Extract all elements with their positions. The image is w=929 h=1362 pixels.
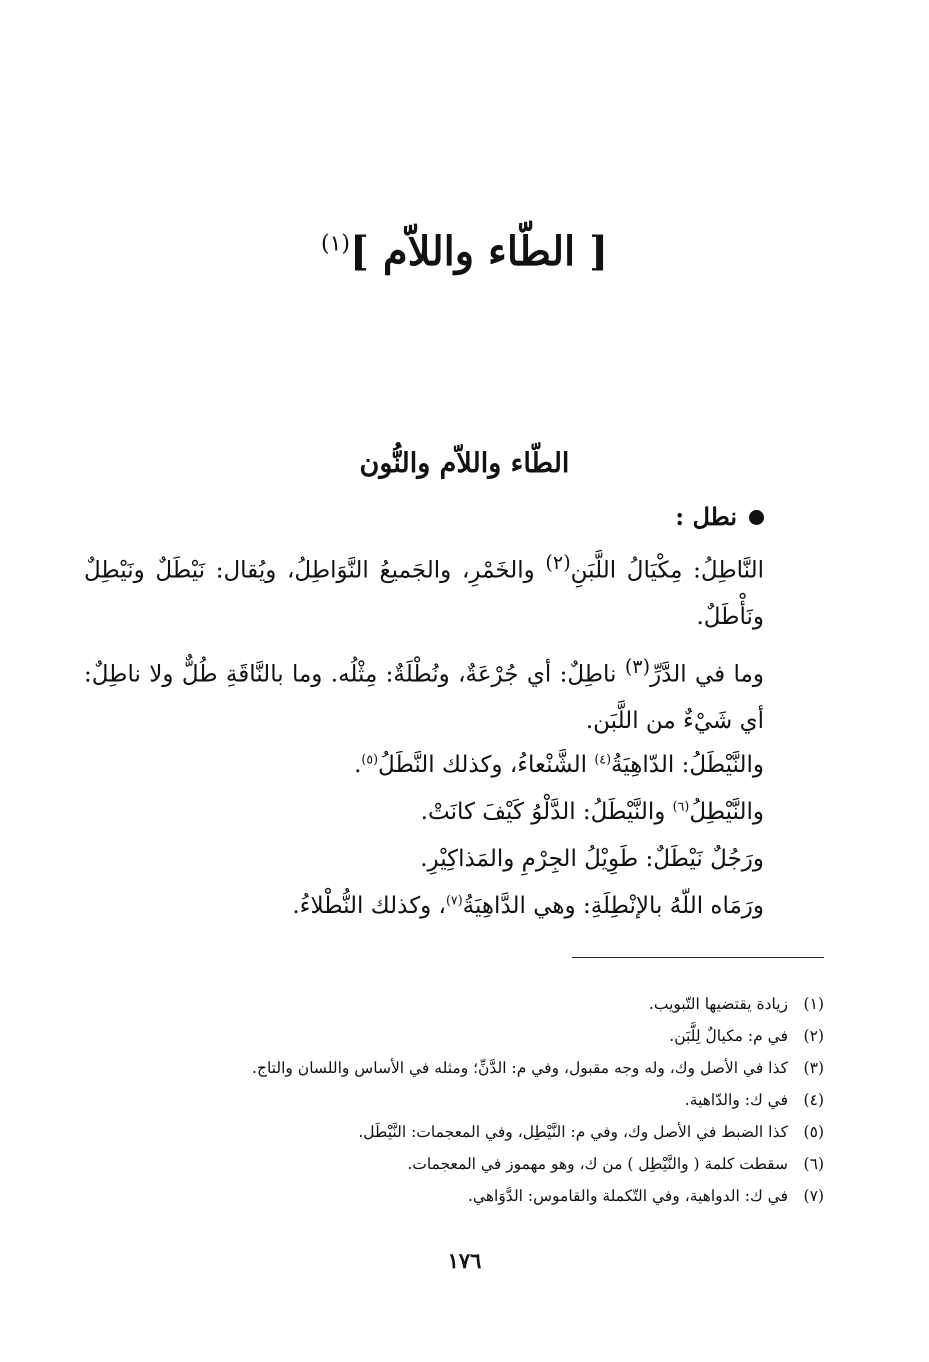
chapter-title-text: [ الطّاء واللاّم ] <box>350 228 608 275</box>
para1-text-b: والخَمْرِ، والجَميعُ النَّوَاطِلُ، ويُقال: نَيْطَلٌ ونَيْطِلٌ ونَأْطَلٌ. <box>84 557 764 630</box>
definition-line-4 <box>84 883 764 930</box>
footnote-divider <box>572 957 824 958</box>
footnote-ref-5: (٥) <box>361 751 379 767</box>
footnote-text: في م: مكيالٌ لِلَّبَن. <box>669 1027 788 1045</box>
para1-text-a: النَّاطِلُ: مِكْيَالُ اللَّبَنِ <box>570 557 764 584</box>
footnote-2 <box>104 1020 824 1052</box>
paragraph-2 <box>84 644 764 744</box>
footnote-text: كذا في الأصل وك، وله وجه مقبول، وفي م: الدَّنِّ؛ ومثله في الأساس واللسان والتاج. <box>252 1059 788 1077</box>
footnote-ref-4: (٤) <box>594 751 611 767</box>
line1-text-c: . <box>354 752 362 778</box>
footnote-text: في ك: والدّاهية. <box>684 1091 788 1109</box>
footnote-ref-2: (٢) <box>545 551 571 574</box>
page-number: ١٧٦ <box>447 1248 482 1273</box>
footnote-number: (٣) <box>803 1059 824 1077</box>
footnote-number: (٦) <box>803 1155 824 1173</box>
footnote-text: كذا الضبط في الأصل وك، وفي م: النَّيْطِل، وفي المعجمات: النَّيْطَل. <box>358 1123 788 1141</box>
footnote-number: (١) <box>803 995 824 1013</box>
footnote-1 <box>104 988 824 1020</box>
definition-line-3: ورَجُلٌ نَيْطَلٌ: طَوِيْلُ الجِرْمِ والمَذاكِيْرِ. <box>420 846 764 872</box>
footnotes <box>104 988 824 1212</box>
chapter-title <box>0 222 929 282</box>
para2-text-a: وما في الدَّرِّ <box>650 661 764 688</box>
footnote-number: (٢) <box>803 1027 824 1045</box>
footnote-ref-3: (٣) <box>624 655 651 678</box>
line1-text-a: والنَّيْطَلُ: الدّاهِيَةُ <box>611 752 764 778</box>
line1-text-b: الشَّنْعاءُ، وكذلك النَّطَلُ <box>378 752 595 778</box>
paragraph-1 <box>84 540 764 640</box>
definition-line-2 <box>84 789 764 836</box>
line2-text-b: والنَّيْطَلُ: الدَّلْوُ كَيْفَ كانَتْ. <box>420 799 673 825</box>
line4-text-a: ورَمَاه اللّهُ بالإنْطِلَةِ: وهي الدَّاهِيَةُ <box>462 893 764 919</box>
footnote-text: في ك: الدواهية، وفي التّكملة والقاموس: الدَّوَاهي. <box>468 1187 788 1205</box>
definition-lines <box>84 742 764 930</box>
footnote-3 <box>104 1052 824 1084</box>
footnote-7 <box>104 1180 824 1212</box>
footnote-text: سقطت كلمة ( والنَّيْطِل ) من ك، وهو مهموز في المعجمات. <box>407 1155 788 1173</box>
footnote-number: (٧) <box>803 1187 824 1205</box>
entry-head-text: نطل : <box>675 502 737 531</box>
line2-text-a: والنَّيْطِلُ <box>689 799 764 825</box>
bullet-icon <box>749 510 764 525</box>
line4-text-b: ، وكذلك النُّطْلاءُ. <box>292 893 446 919</box>
footnote-4 <box>104 1084 824 1116</box>
footnote-5 <box>104 1116 824 1148</box>
entry-heading <box>675 498 764 536</box>
footnote-6 <box>104 1148 824 1180</box>
definition-line-1 <box>84 742 764 789</box>
para2-text-b: ناطِلٌ: أي جُرْعَةٌ، ونُطْلَةٌ: مِثْلُه. وما بالنَّاقَةِ طُلٌّ ولا ناطِلٌ: أي شَيْءٌ من اللَّبَن. <box>84 661 764 734</box>
footnote-text: زيادة يقتضيها التّبويب. <box>648 995 788 1013</box>
footnote-ref-7: (٧) <box>445 892 463 908</box>
section-title: الطّاء واللاّم والنُّون <box>359 448 570 479</box>
footnote-number: (٥) <box>803 1123 824 1141</box>
footnote-ref-6: (٦) <box>672 798 690 814</box>
chapter-note-ref: (١) <box>320 231 350 257</box>
footnote-number: (٤) <box>803 1091 824 1109</box>
